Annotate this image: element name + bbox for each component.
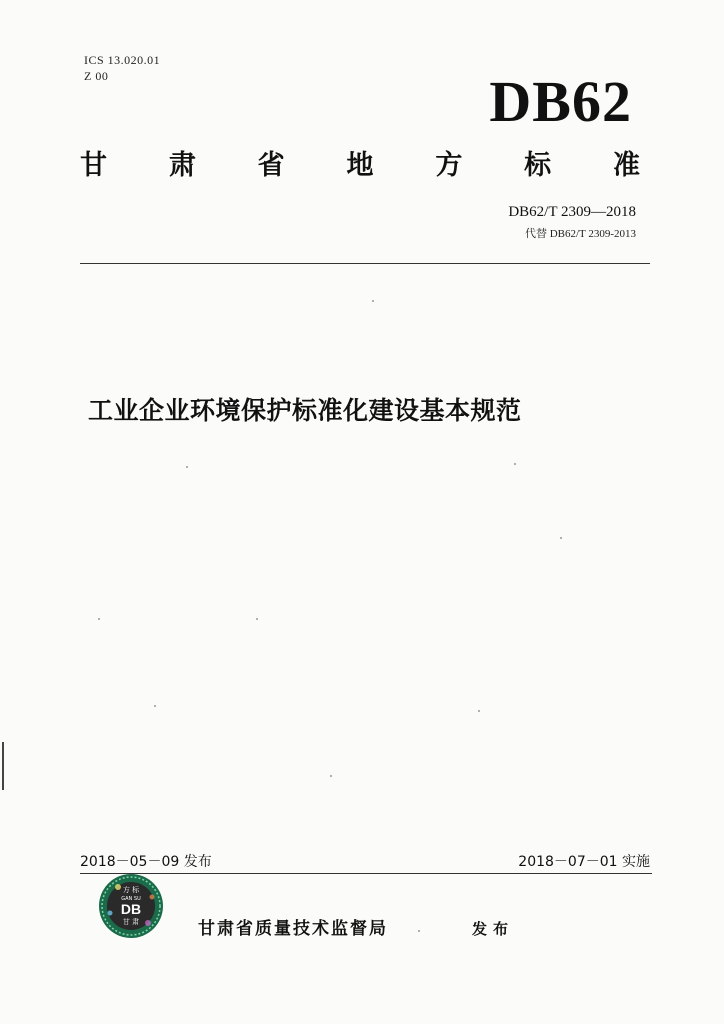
issuer: 甘肃省质量技术监督局 <box>198 919 388 939</box>
standard-kind-char: 准 <box>612 150 640 181</box>
standard-kind-char: 甘 <box>80 150 107 181</box>
scan-speck <box>560 537 562 539</box>
seal-graphic <box>98 873 164 939</box>
implement-date: 2018－07－01 实施 <box>518 854 650 870</box>
header-divider <box>80 263 650 264</box>
footer-divider <box>80 873 652 874</box>
standard-kind-char: 地 <box>346 150 374 181</box>
hologram-seal <box>98 873 164 939</box>
seal-text-bottom: 甘 肃 <box>122 918 140 926</box>
ics-code: ICS 13.020.01 <box>84 53 161 67</box>
scan-edge-mark <box>2 742 4 790</box>
ccs-code: Z 00 <box>84 69 109 83</box>
scan-speck <box>478 710 480 712</box>
seal-text-top: 方 标 <box>122 886 140 894</box>
scan-speck <box>98 618 100 620</box>
db-code: DB62 <box>489 69 632 134</box>
scan-speck <box>418 930 420 932</box>
publish-label: 发布 <box>472 920 515 938</box>
classification-codes <box>84 52 160 84</box>
standard-kind-char: 标 <box>524 150 552 181</box>
standard-kind-char: 省 <box>257 150 285 181</box>
standard-kind <box>80 148 640 184</box>
scan-speck <box>514 463 516 465</box>
scan-speck <box>186 466 188 468</box>
scan-speck <box>330 775 332 777</box>
scan-speck <box>372 300 374 302</box>
seal-db: DB <box>120 901 142 917</box>
replaces-standard: 代替 DB62/T 2309-2013 <box>524 228 636 240</box>
issue-date: 2018－05－09 发布 <box>80 854 212 870</box>
standard-number: DB62/T 2309—2018 <box>508 204 636 220</box>
standard-kind-char: 方 <box>435 150 463 181</box>
scan-speck <box>154 705 156 707</box>
document-title: 工业企业环境保护标准化建设基本规范 <box>88 396 522 425</box>
standard-kind-char: 肃 <box>168 150 196 181</box>
seal-text-mid: GAN SU <box>121 896 141 902</box>
scan-speck <box>256 618 258 620</box>
